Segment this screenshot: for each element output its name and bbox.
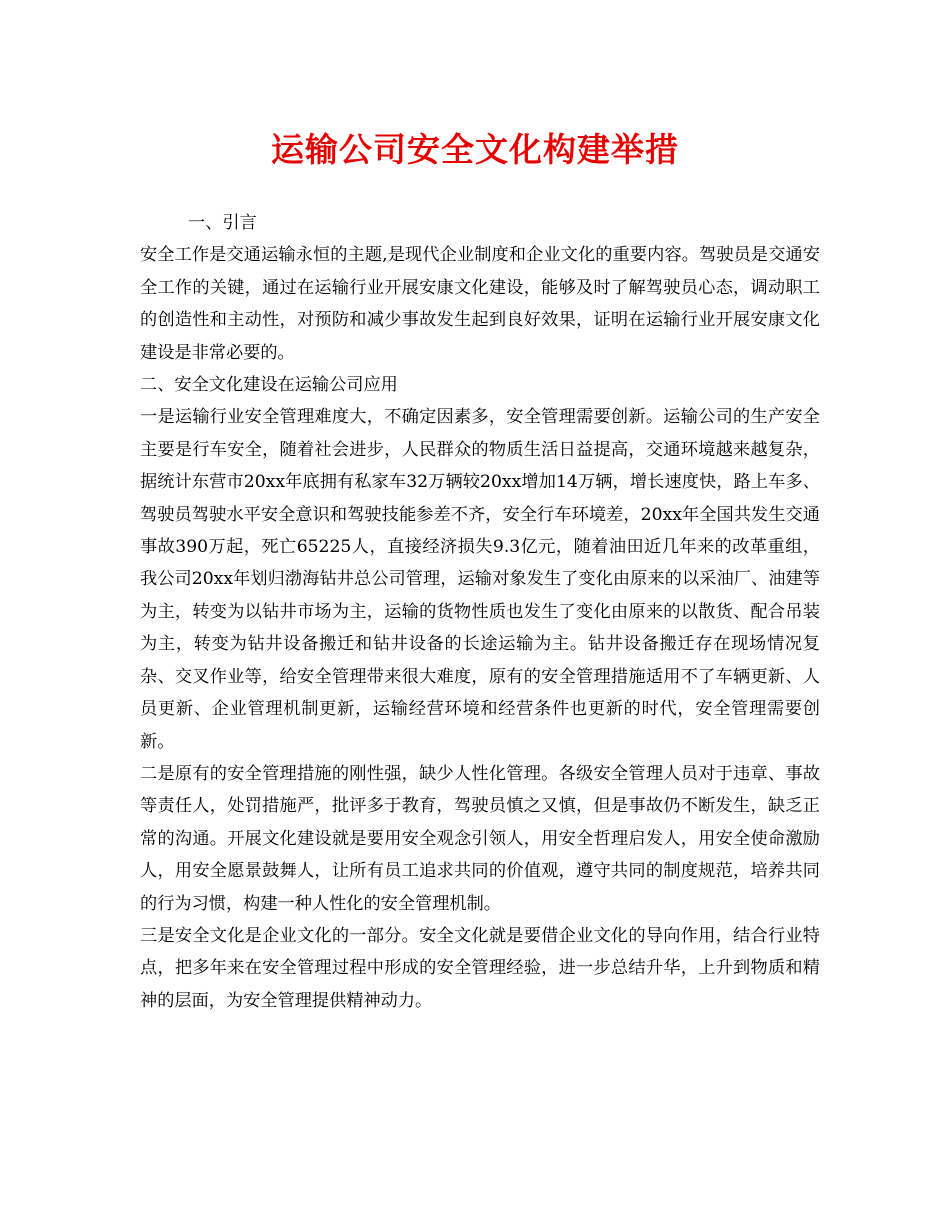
paragraph-introduction: 安全工作是交通运输永恒的主题,是现代企业制度和企业文化的重要内容。驾驶员是交通安全工作的关键，通过在运输行业开展安康文化建设，能够及时了解驾驶员心态，调动职工的创造性和主动性，对预防和减少事故发生起到良好效果，证明在运输行业开展安康文化建设是非常必要的。: [140, 245, 820, 363]
document-body: [140, 207, 820, 1017]
section-heading-introduction: 一、引言: [188, 213, 257, 233]
paragraph-point-one: 一是运输行业安全管理难度大，不确定因素多，安全管理需要创新。运输公司的生产安全主要是行车安全，随着社会进步，人民群众的物质生活日益提高，交通环境越来越复杂，据统计东营市20xx年底拥有私家车32万辆较20xx增加14万辆，增长速度快，路上车多、驾驶员驾驶水平安全意识和驾驶技能参差不齐，安全行车环境差，20xx年全国共发生交通事故390万起，死亡65225人，直接经济损失9.3亿元，随着油田近几年来的改革重组，我公司20xx年划归渤海钻井总公司管理，运输对象发生了变化由原来的以采油厂、油建等为主，转变为以钻井市场为主，运输的货物性质也发生了变化由原来的以散货、配合吊装为主，转变为钻井设备搬迁和钻井设备的长途运输为主。钻井设备搬迁存在现场情况复杂、交叉作业等，给安全管理带来很大难度，原有的安全管理措施适用不了车辆更新、人员更新、企业管理机制更新，运输经营环境和经营条件也更新的时代，安全管理需要创新。: [140, 407, 820, 752]
paragraph-point-three: 三是安全文化是企业文化的一部分。安全文化就是要借企业文化的导向作用，结合行业特点，把多年来在安全管理过程中形成的安全管理经验，进一步总结升华，上升到物质和精神的层面，为安全管理提供精神动力。: [140, 925, 820, 1011]
document-title: 运输公司安全文化构建举措: [271, 130, 679, 169]
section-heading-application: 二、安全文化建设在运输公司应用: [140, 375, 398, 396]
paragraph-point-two: 二是原有的安全管理措施的刚性强，缺少人性化管理。各级安全管理人员对于违章、事故等责任人，处罚措施严，批评多于教育，驾驶员慎之又慎，但是事故仍不断发生，缺乏正常的沟通。开展文化建设就是要用安全观念引领人，用安全哲理启发人，用安全使命激励人，用安全愿景鼓舞人，让所有员工追求共同的价值观，遵守共同的制度规范，培养共同的行为习惯，构建一种人性化的安全管理机制。: [140, 763, 820, 914]
